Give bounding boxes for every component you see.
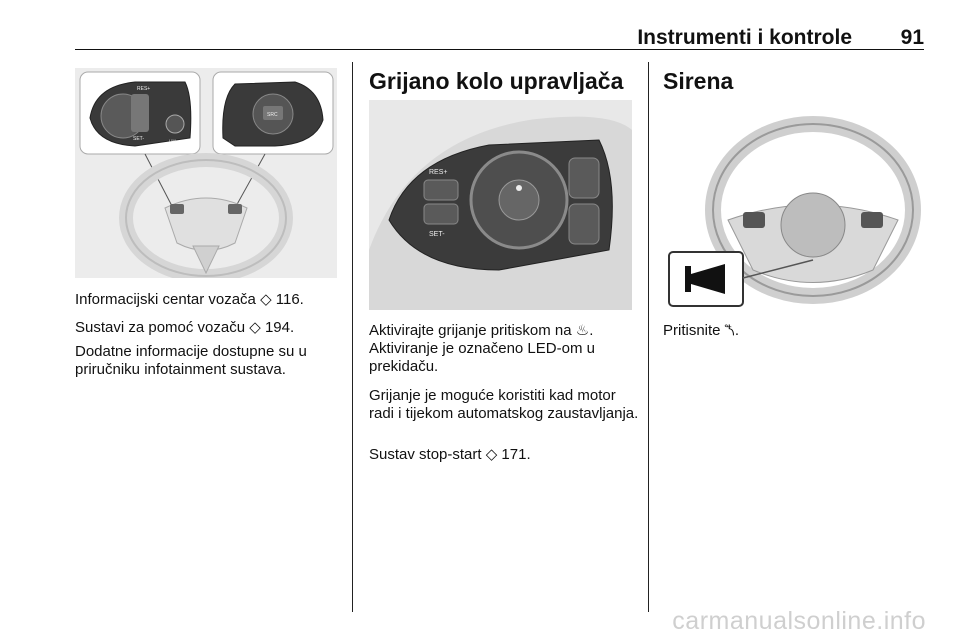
section-title: Instrumenti i kontrole — [637, 26, 852, 49]
horn-illustration — [663, 100, 925, 310]
section-heading: Sirena — [663, 68, 734, 94]
paragraph: Pritisnite ⯲. — [663, 322, 740, 339]
paragraph: Sustav stop-start ◇ 171. — [369, 446, 531, 463]
steering-controls-illustration — [75, 68, 337, 278]
paragraph: Aktivirajte grijanje pritiskom na ♨. Aktiviranje je označeno LED-om u prekidaču. — [369, 322, 595, 375]
paragraph: Informacijski centar vozača ◇ 116. — [75, 291, 304, 308]
heated-wheel-figure — [369, 100, 632, 310]
heated-wheel-illustration — [369, 100, 632, 310]
header-rule — [75, 49, 924, 50]
watermark: carmanualsonline.info — [672, 607, 926, 635]
left-panel-label: RES+ — [137, 86, 151, 92]
column-divider-2 — [648, 62, 649, 612]
paragraph: Grijanje je moguće koristiti kad motor radi i tijekom automatskog zaustavljanja. — [369, 387, 639, 422]
left-panel-label: SET- — [133, 136, 145, 142]
heated-wheel-label: RES+ — [429, 169, 448, 176]
page-number: 91 — [900, 26, 924, 49]
column-divider-1 — [352, 62, 353, 612]
steering-controls-figure — [75, 68, 337, 278]
left-panel-label: LIM — [169, 138, 176, 143]
horn-figure — [663, 100, 925, 310]
heated-wheel-label: SET- — [429, 231, 445, 238]
paragraph: Sustavi za pomoć vozaču ◇ 194. — [75, 319, 295, 336]
section-heading: Grijano kolo upravljača — [369, 68, 624, 94]
paragraph: Dodatne informacije dostupne su u priručniku infotainment sustava. — [75, 343, 307, 378]
right-panel-label: SRC — [267, 112, 278, 118]
